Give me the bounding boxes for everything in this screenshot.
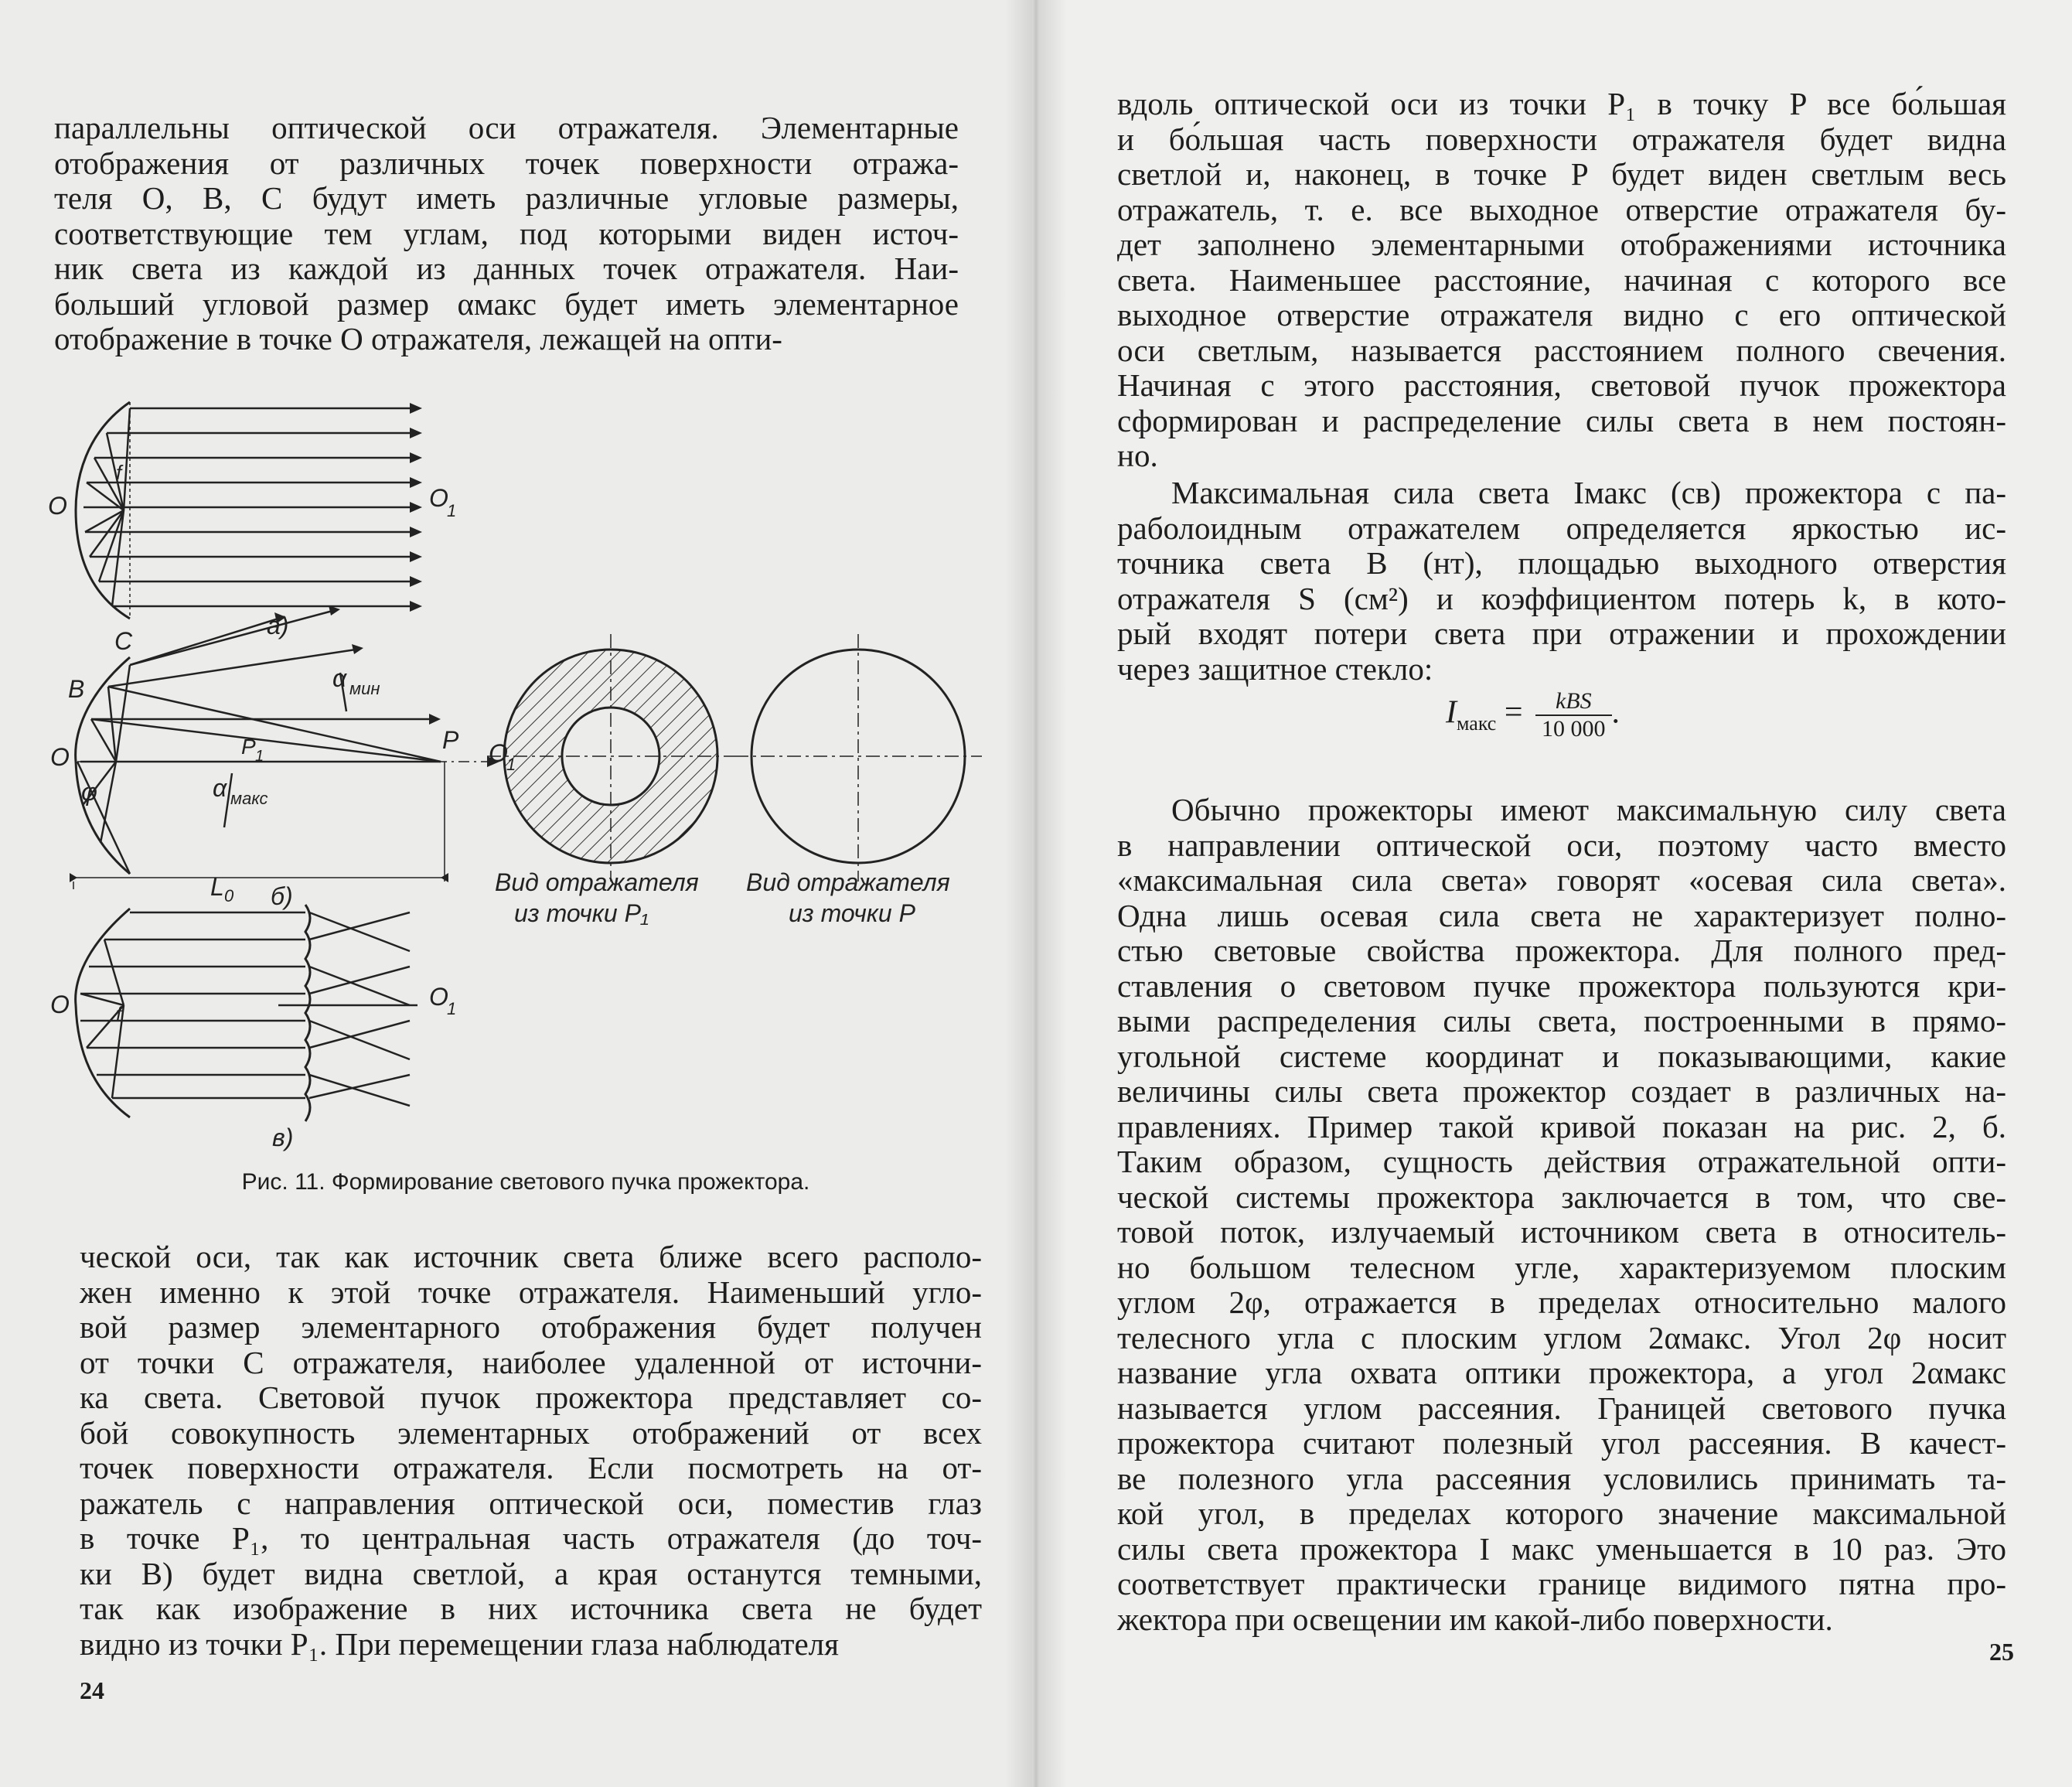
- text-line: в направлении оптической оси, поэтому часто вместо: [1117, 827, 2006, 863]
- text-line: соответствует практически границе видимого пятна про-: [1117, 1566, 2006, 1601]
- text-line: Максимальная сила света Iмакс (св) прожектора с па-: [1171, 475, 2006, 510]
- right-para-3: [1117, 793, 2006, 1637]
- text-line: раболоидным отражателем определяется яркостью ис-: [1117, 510, 2006, 546]
- text-line: жен именно к этой точке отражателя. Наименьший угло-: [80, 1274, 982, 1310]
- text-line: прожектора считают полезный угол рассеяния. В качест-: [1117, 1425, 2006, 1461]
- text-line: ник света из каждой из данных точек отражателя. Наи-: [54, 251, 959, 286]
- label-v: в): [272, 1124, 294, 1151]
- text-line: отображение в точке O отражателя, лежащей на опти-: [54, 321, 782, 356]
- text-line: название угла охвата оптики прожектора, а угол 2αмакс: [1117, 1355, 2006, 1390]
- view-p1-line1: Вид отражателя: [495, 868, 699, 896]
- text-line: вой размер элементарного отображения будет получен: [80, 1309, 982, 1345]
- label-O-a: O: [48, 492, 67, 520]
- text-line: стью световые свойства прожектора. Для полного пред-: [1117, 933, 2006, 968]
- text-line: точек поверхности отражателя. Если посмотреть на от-: [80, 1450, 982, 1485]
- text-line: соответствующие тем углам, под которыми виден источ-: [54, 215, 959, 251]
- view-p1-line2: из точки P₁: [514, 899, 649, 927]
- text-line: телесного угла с плоским углом 2αмакс. Угол 2φ носит: [1117, 1319, 2006, 1356]
- label-alpha-min-sub: мин: [349, 679, 380, 698]
- text-line: величины силы света прожектор создает в различных на-: [1117, 1073, 2006, 1109]
- text-line: так как изображение в них источника света не будет: [80, 1591, 982, 1626]
- text-line: отражатель, т. е. все выходное отверстие отражателя бу-: [1117, 191, 2006, 227]
- label-P1-sub: 1: [255, 748, 264, 765]
- label-O1-a: O: [429, 484, 448, 512]
- text-line: Начиная с этого расстояния, световой пучок прожектора: [1117, 367, 2006, 403]
- text-line: отображения от различных точек поверхности отража-: [54, 145, 959, 181]
- formula-fraction: [1535, 688, 1612, 742]
- label-O1-b-sub: 1: [506, 755, 516, 774]
- text-line: но большом телесном угле, характеризуемом плоским: [1117, 1249, 2006, 1285]
- text-line: угольной системе координат и показывающими, какие: [1117, 1038, 2006, 1074]
- formula-lhs: I: [1446, 694, 1457, 731]
- label-f-a: f: [116, 461, 122, 484]
- text-line: вдоль оптической оси из точки P₁ в точку P все бо́льшая: [1117, 86, 2006, 121]
- text-line: параллельны оптической оси отражателя. Элементарные: [54, 110, 959, 145]
- formula-lhs-sub: макс: [1457, 712, 1497, 735]
- text-line: ставления о световом пучке прожектора пользуются кри-: [1117, 967, 2006, 1004]
- text-line: бой совокупность элементарных отображений от всех: [80, 1414, 982, 1451]
- text-line: оси светлым, называется расстоянием полного свечения.: [1117, 332, 2006, 368]
- formula-denominator: 10 000: [1542, 716, 1606, 742]
- view-p-line2: из точки P: [789, 899, 915, 927]
- text-line: кой угол, в пределах которого значение максимальной: [1117, 1495, 2006, 1531]
- text-line: но.: [1117, 438, 1158, 473]
- label-f-c: f: [116, 1002, 122, 1025]
- page-number-right: 25: [1989, 1638, 2014, 1666]
- text-line: и бо́льшая часть поверхности отражателя будет видна: [1117, 121, 2006, 157]
- text-line: жектора при освещении им какой-либо поверхности.: [1117, 1601, 1833, 1637]
- text-line: выходное отверстие отражателя видно с его оптической: [1117, 297, 2006, 333]
- text-line: видно из точки P₁. При перемещении глаза наблюдателя: [80, 1625, 839, 1662]
- left-page: [0, 0, 1032, 1787]
- text-line: Таким образом, сущность действия отражательной опти-: [1117, 1144, 2006, 1179]
- text-line: ражатель с направления оптической оси, поместив глаз: [80, 1485, 982, 1521]
- text-line: сформирован и распределение силы света в нем постоян-: [1117, 402, 2006, 438]
- text-line: рый входят потери света при отражении и прохождении: [1117, 616, 2006, 651]
- text-line: светлой и, наконец, в точке P будет виден светлым весь: [1117, 156, 2006, 192]
- text-line: правлениях. Пример такой кривой показан на рис. 2, б.: [1117, 1108, 2006, 1144]
- right-para-2: [1117, 476, 2006, 687]
- label-O1-b: O: [489, 739, 508, 767]
- label-O1-a-sub: 1: [447, 501, 457, 520]
- left-bottom-text: [80, 1240, 982, 1662]
- label-alpha-max: α: [213, 774, 227, 802]
- label-O-b: O: [50, 743, 70, 771]
- figure-11: [0, 0, 1021, 1151]
- text-line: ки B) будет видна светлой, а края останутся темными,: [80, 1555, 982, 1591]
- text-line: силы света прожектора I макс уменьшается в 10 раз. Это: [1117, 1530, 2006, 1567]
- text-line: «максимальная сила света» говорят «осевая сила света».: [1117, 862, 2006, 898]
- formula-eq: =: [1504, 694, 1523, 731]
- right-para-1: [1117, 87, 2006, 474]
- label-P1: P: [241, 735, 256, 759]
- text-line: ческой системы прожектора заключается в том, что све-: [1117, 1178, 2006, 1215]
- page-number-left: 24: [80, 1676, 104, 1704]
- text-line: света. Наименьшее расстояние, начиная с которого все: [1117, 261, 2006, 298]
- label-P: P: [442, 726, 459, 754]
- label-a: a): [267, 612, 289, 639]
- text-line: ка света. Световой пучок прожектора представляет со-: [80, 1379, 982, 1415]
- text-line: товой поток, излучаемый источником света в относитель-: [1117, 1214, 2006, 1250]
- formula-numerator: kBS: [1535, 688, 1612, 716]
- label-O-c: O: [50, 991, 70, 1018]
- label-alpha-max-sub: макс: [230, 789, 268, 808]
- figure-caption: Рис. 11. Формирование светового пучка прожектора.: [241, 1169, 810, 1195]
- label-L0: L: [210, 873, 224, 901]
- label-phi: φ: [81, 778, 97, 806]
- text-line: дет заполнено элементарными отображениями источника: [1117, 227, 2006, 262]
- text-line: Одна лишь осевая сила света не характеризует полно-: [1117, 897, 2006, 933]
- formula-tail: .: [1611, 694, 1620, 731]
- book-gutter: [1005, 0, 1067, 1787]
- text-line: больший угловой размер αмакс будет иметь элементарное: [54, 285, 959, 322]
- text-line: отражателя S (см²) и коэффициентом потерь k, в кото-: [1117, 580, 2006, 616]
- text-line: углом 2φ, отражается в пределах относительно малого: [1117, 1284, 2006, 1320]
- label-alpha-min: α: [332, 664, 347, 692]
- text-line: через защитное стекло:: [1117, 650, 1433, 687]
- text-line: называется углом рассеяния. Границей светового пучка: [1117, 1390, 2006, 1426]
- text-line: теля O, B, C будут иметь различные угловые размеры,: [54, 180, 959, 216]
- label-B: B: [68, 675, 85, 703]
- label-L0-sub: 0: [224, 886, 234, 905]
- text-line: точника света B (нт), площадью выходного отверстия: [1117, 545, 2006, 581]
- label-O1-c: O: [429, 983, 448, 1011]
- formula-imax: [1446, 688, 1620, 742]
- text-line: в точке P₁, то центральная часть отражателя (до точ-: [80, 1520, 982, 1556]
- text-line: ве полезного угла рассеяния условились принимать та-: [1117, 1460, 2006, 1496]
- text-line: ческой оси, так как источник света ближе всего располо-: [80, 1239, 982, 1274]
- view-p-line1: Вид отражателя: [746, 868, 950, 896]
- right-page: [1032, 0, 2072, 1787]
- text-line: от точки C отражателя, наиболее удаленной от источни-: [80, 1344, 982, 1380]
- label-C: C: [114, 627, 133, 655]
- label-b: б): [271, 882, 293, 910]
- label-O1-c-sub: 1: [447, 999, 457, 1018]
- text-line: Обычно прожекторы имеют максимальную силу света: [1171, 792, 2006, 827]
- text-line: выми распределения силы света, построенными в прямо-: [1117, 1003, 2006, 1038]
